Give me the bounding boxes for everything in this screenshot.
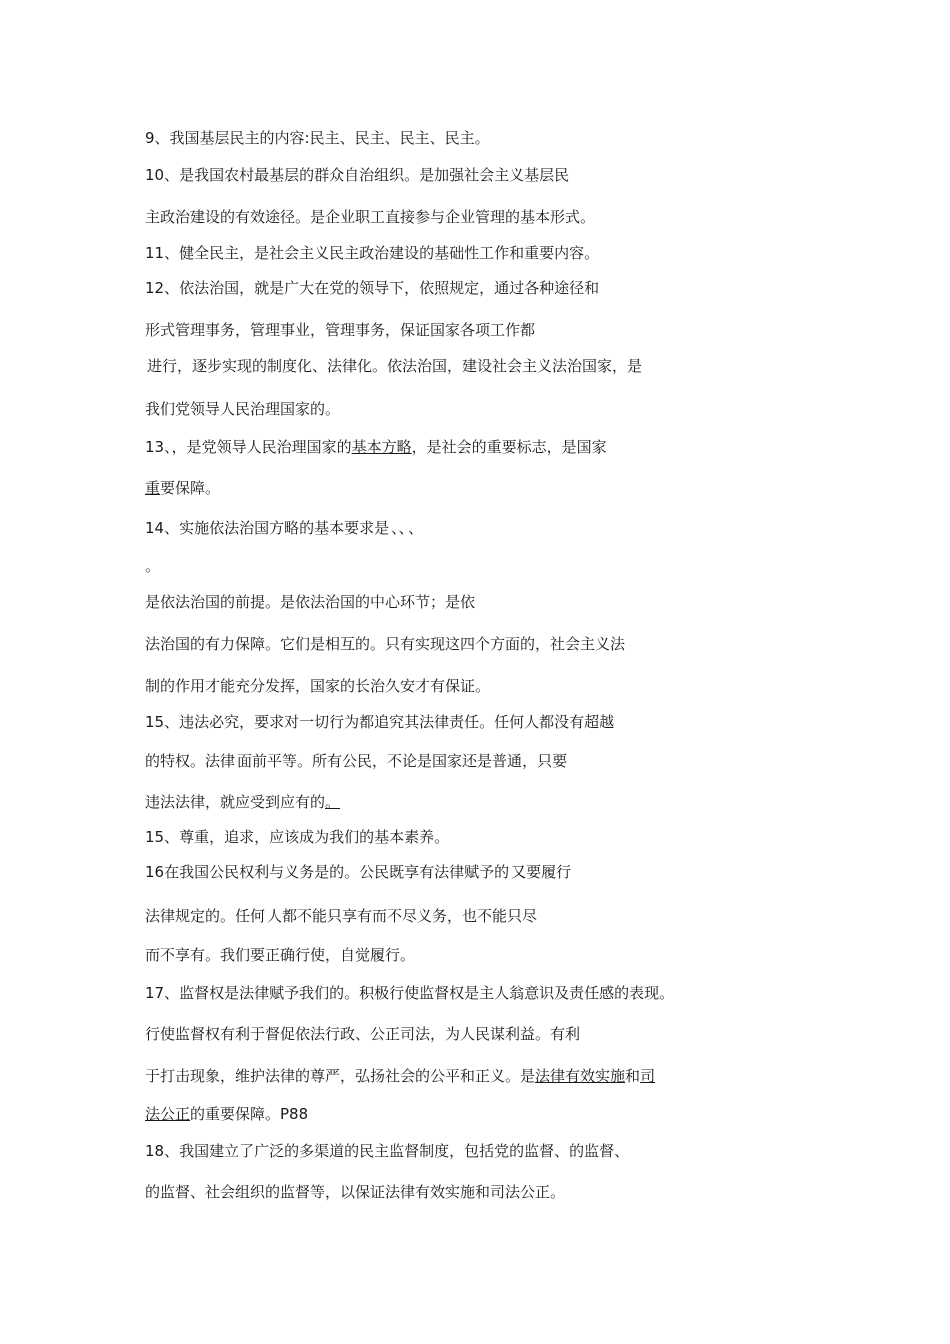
text: ，社会主义法 bbox=[535, 635, 626, 653]
question-16-line1 bbox=[145, 862, 815, 884]
text: ，应该成为我们的基本素养。 bbox=[254, 828, 450, 846]
text: 、 bbox=[398, 519, 407, 537]
text: ，是党领导人民治理国家的 bbox=[171, 438, 352, 456]
question-14-line2 bbox=[145, 556, 815, 576]
text: 依法行政、公正司法，为人民谋利益。有利 bbox=[295, 1025, 581, 1043]
underlined-answer: 司 bbox=[640, 1067, 656, 1085]
text: 进行，逐步实现 bbox=[147, 357, 253, 375]
text: 。 bbox=[325, 793, 341, 811]
text: 。 bbox=[145, 557, 161, 575]
question-17-line3 bbox=[145, 1066, 815, 1088]
text: 11、健全 bbox=[145, 244, 210, 262]
question-9 bbox=[145, 128, 815, 150]
question-14-line3 bbox=[145, 592, 815, 614]
text: 10、 bbox=[145, 166, 180, 184]
text: 。积极行使监督权是主人翁意识及责任感的表现。 bbox=[344, 984, 675, 1002]
underlined-answer: 法公正 bbox=[145, 1105, 191, 1123]
text: 、 bbox=[391, 519, 399, 537]
text: 是加强社会主义基层民 bbox=[419, 166, 570, 184]
question-17-line1 bbox=[145, 983, 815, 1005]
text: 、民主 bbox=[339, 129, 385, 147]
text: ，只要 bbox=[522, 752, 568, 770]
text: 的制度化、法律化。依法治国，建设社会主义法治国家，是 bbox=[252, 357, 643, 375]
text: 我们党领导人民治理国家的 bbox=[145, 400, 326, 418]
question-14-line5 bbox=[145, 676, 815, 696]
text: 规定，通过各种途径和 bbox=[449, 279, 600, 297]
text: 还是普通 bbox=[462, 752, 523, 770]
question-12-line3 bbox=[145, 356, 815, 378]
text: 。 bbox=[325, 400, 341, 418]
question-10-line2 bbox=[145, 207, 815, 229]
text: 。我们要正确行使 bbox=[205, 946, 326, 964]
question-18-line1 bbox=[145, 1141, 815, 1163]
text: 违法法律，就应 bbox=[145, 793, 251, 811]
text: 事务，保证国家各项工作都 bbox=[355, 321, 536, 339]
question-14-line4 bbox=[145, 634, 815, 656]
text: 受到应有的 bbox=[250, 793, 326, 811]
text: 事务，管理 bbox=[205, 321, 281, 339]
text: ，自觉履行 bbox=[325, 946, 401, 964]
text: 的监督、社会组织的监督等，以保证法律有效实施和司法公正。 bbox=[145, 1183, 566, 1201]
text: 13、 bbox=[145, 438, 172, 456]
question-12-line1 bbox=[145, 278, 815, 300]
question-10-line1 bbox=[145, 165, 815, 187]
text: 16在我国公民权利与义务是 bbox=[145, 863, 330, 881]
text: 主政治建设的有效途径。 bbox=[145, 208, 311, 226]
question-16-line2 bbox=[145, 906, 815, 928]
text: 现象，维护法律的尊严，弘扬社会的公平和正义。是 bbox=[190, 1067, 536, 1085]
underlined-answer: 重 bbox=[145, 479, 161, 497]
text: 的监督、 bbox=[569, 1142, 630, 1160]
text: 制的作用才能充分发挥，国家的长治久安才有保证。 bbox=[145, 677, 491, 695]
text: 行使监督权有利于督促 bbox=[145, 1025, 296, 1043]
text: 是企业职工直接参与企业管理的基本形式。 bbox=[310, 208, 596, 226]
text: 要保障。 bbox=[160, 479, 221, 497]
text: 又要履行 bbox=[511, 863, 572, 881]
text: 是依法治国的前提。 bbox=[145, 593, 281, 611]
text: 事业，管理 bbox=[280, 321, 356, 339]
text: 的。只有实现这四个方面的 bbox=[355, 635, 536, 653]
text: 的重要标志，是国家 bbox=[471, 438, 607, 456]
text: 而不尽义务，也不能只尽 bbox=[372, 907, 538, 925]
question-17-line2 bbox=[145, 1024, 815, 1046]
text: 15、尊重 bbox=[145, 828, 210, 846]
text: 的。公民既享有法律赋予的 bbox=[329, 863, 510, 881]
text: 是依 bbox=[445, 593, 476, 611]
text: 形式管理 bbox=[145, 321, 206, 339]
text: 人都不能只享有 bbox=[267, 907, 373, 925]
text: 。 bbox=[400, 946, 416, 964]
question-12-line2 bbox=[145, 320, 815, 342]
text: ，追求 bbox=[209, 828, 255, 846]
question-14-line1 bbox=[145, 518, 815, 540]
text: 12、依法治国，就是广大 bbox=[145, 279, 315, 297]
question-11 bbox=[145, 243, 815, 265]
text: 在党的领导下，依照 bbox=[314, 279, 450, 297]
text: 和 bbox=[625, 1067, 641, 1085]
question-13-line2 bbox=[145, 478, 815, 498]
text: 而不享有 bbox=[145, 946, 206, 964]
text: 我国建立了广泛的多渠道的民主监督制度，包括党的监督、 bbox=[179, 1142, 570, 1160]
text: 法治国的有力保障。它们是相互 bbox=[145, 635, 356, 653]
text: 、民主 bbox=[429, 129, 475, 147]
text: 。 bbox=[474, 129, 490, 147]
text: 15、违法必究，要求对一切 bbox=[145, 713, 330, 731]
text: 平等。所有公民，不论是国家 bbox=[267, 752, 463, 770]
text: 行为都追究其法律责任。任何人都没有超越 bbox=[329, 713, 615, 731]
text: 法律规定的 bbox=[145, 907, 221, 925]
question-13-line1 bbox=[145, 437, 815, 459]
text: 、民主 bbox=[384, 129, 430, 147]
text: 、 bbox=[408, 519, 424, 537]
question-15b bbox=[145, 827, 815, 849]
text: 18、 bbox=[145, 1142, 180, 1160]
text: 面前 bbox=[237, 752, 268, 770]
text: 14、实施依法治国方略的基本要求是 bbox=[145, 519, 390, 537]
question-15-line2 bbox=[145, 751, 815, 773]
question-16-line3 bbox=[145, 945, 815, 967]
underlined-answer: 基本方略 bbox=[351, 438, 412, 456]
text: 于打击 bbox=[145, 1067, 191, 1085]
question-15-line1 bbox=[145, 712, 815, 734]
text: 9、我国基层民主的内容:民主 bbox=[145, 129, 340, 147]
text: 是依法治国的中心环节； bbox=[280, 593, 446, 611]
text: 的重要保障。P88 bbox=[190, 1105, 309, 1123]
question-18-line2 bbox=[145, 1182, 815, 1202]
text: 是我国农村最基层的群众自治组织。 bbox=[179, 166, 420, 184]
question-15-line3 bbox=[145, 792, 815, 814]
text: 民主，是社会主义民主政治建设的基础性工作和重要内容。 bbox=[209, 244, 600, 262]
text: 的特权。法律 bbox=[145, 752, 236, 770]
text: 。任何 bbox=[220, 907, 266, 925]
question-17-line4 bbox=[145, 1104, 815, 1124]
underlined-answer: 法律有效实施 bbox=[535, 1067, 626, 1085]
text: 17、监督权是法律赋予我们的 bbox=[145, 984, 345, 1002]
question-12-line4 bbox=[145, 399, 815, 421]
text: ，是社会 bbox=[411, 438, 472, 456]
